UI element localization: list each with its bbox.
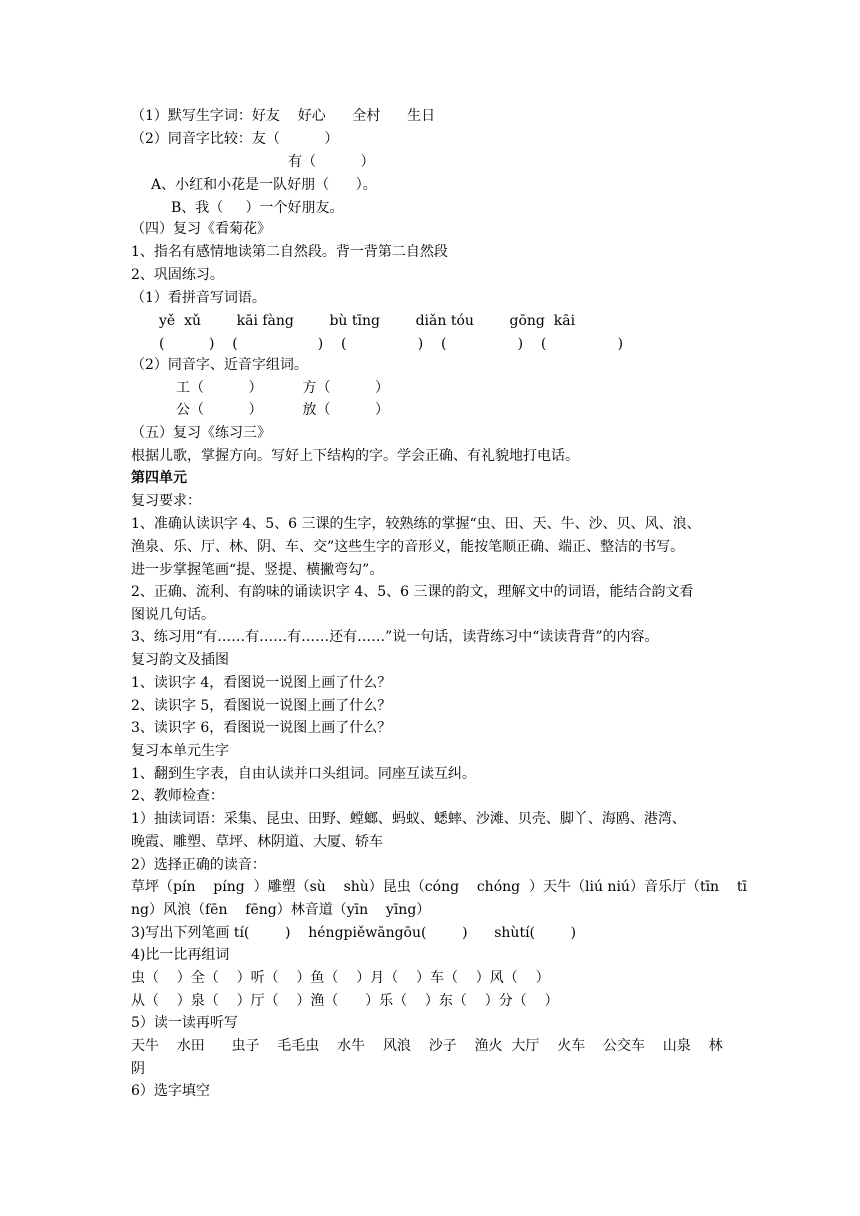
line-9: （1）看拼音写词语。 [131, 290, 266, 306]
line-35: 草坪（pín píng ）雕塑（sù shù）昆虫（cóng chóng ）天牛（liú niú）音乐厅（tīn tī [131, 879, 747, 895]
line-33: 晚霞、雕塑、草坪、林阴道、大厦、轿车 [131, 834, 383, 850]
line-27: 2、读识字 5，看图说一说图上画了什么？ [131, 698, 392, 714]
line-31: 2、教师检查： [131, 788, 224, 804]
line-4: A、小红和小花是一队好朋（ ）。 [151, 177, 377, 193]
line-1: （1）默写生字词：好友 好心 全村 生日 [131, 108, 436, 124]
line-5: B、我（ ）一个好朋友。 [171, 200, 344, 216]
line-40: 从（ ）泉（ ）厅（ ）渔（ ）乐（ ）东（ ）分（ ） [131, 993, 559, 1009]
line-12: （2）同音字、近音字组词。 [131, 357, 308, 373]
line-29: 复习本单元生字 [131, 743, 229, 759]
line-8: 2、巩固练习。 [131, 267, 224, 283]
line-6: （四）复习《看菊花》 [131, 221, 271, 237]
line-19: 1、准确认读识字 4、5、6 三课的生字，较熟练的掌握“虫、田、天、牛、沙、贝、风、浪、 [131, 516, 701, 532]
line-38: 4)比一比再组词 [131, 947, 230, 963]
line-44: 6）选字填空 [131, 1083, 210, 1099]
line-7: 1、指名有感情地读第二自然段。背一背第二自然段 [131, 244, 448, 260]
line-43: 阴 [131, 1061, 145, 1077]
line-16: 根据儿歌，掌握方向。写好上下结构的字。学会正确、有礼貌地打电话。 [131, 448, 579, 464]
line-18: 复习要求： [131, 493, 201, 509]
line-3: 有（ ） [288, 154, 375, 170]
line-28: 3、读识字 6，看图说一说图上画了什么？ [131, 720, 392, 736]
line-26: 1、读识字 4，看图说一说图上画了什么？ [131, 675, 392, 691]
line-39: 虫（ ）全（ ）听（ ）鱼（ ）月（ ）车（ ）风（ ） [131, 970, 550, 986]
line-30: 1、翻到生字表，自由认读并口头组词。同座互读互纠。 [131, 766, 476, 782]
line-23: 图说几句话。 [131, 607, 215, 623]
line-36: ng）风浪（fēn fēng）林音道（yīn yīng） [131, 902, 431, 918]
line-22: 2、正确、流利、有韵味的诵读识字 4、5、6 三课的韵文，理解文中的词语，能结合韵文看 [131, 584, 694, 600]
line-11: ( ) ( ) ( ) ( ) ( ) [159, 336, 624, 352]
line-34: 2）选择正确的读音： [131, 857, 266, 873]
line-2: （2）同音字比较：友（ ） [131, 131, 339, 147]
line-41: 5）读一读再听写 [131, 1015, 238, 1031]
line-37: 3)写出下列笔画 tí( ) héngpiěwāngōu( ) shùtí( ) [131, 925, 577, 941]
line-24: 3、练习用“有……有……有……还有……”说一句话，读背练习中“读读背背”的内容。 [131, 629, 659, 645]
section-heading: 第四单元 [131, 470, 187, 486]
line-10: yě xǔ kāi fàng bù tīng diǎn tóu gōng kāi [159, 313, 576, 329]
line-15: （五）复习《练习三》 [131, 425, 271, 441]
line-32: 1）抽读词语：采集、昆虫、田野、螳螂、蚂蚁、蟋蟀、沙滩、贝壳、脚丫、海鸥、港湾、 [131, 811, 686, 827]
line-20: 渔泉、乐、厅、林、阴、车、交”这些生字的音形义，能按笔顺正确、端正、整洁的书写。 [131, 539, 685, 555]
line-21: 进一步掌握笔画“提、竖提、横撇弯勾”。 [131, 562, 384, 578]
line-14: 公（ ） 放（ ） [176, 402, 390, 418]
line-25: 复习韵文及插图 [131, 652, 229, 668]
line-13: 工（ ） 方（ ） [176, 380, 390, 396]
line-42: 天牛 水田 虫子 毛毛虫 水牛 风浪 沙子 渔火 大厅 火车 公交车 山泉 林 [131, 1038, 723, 1054]
